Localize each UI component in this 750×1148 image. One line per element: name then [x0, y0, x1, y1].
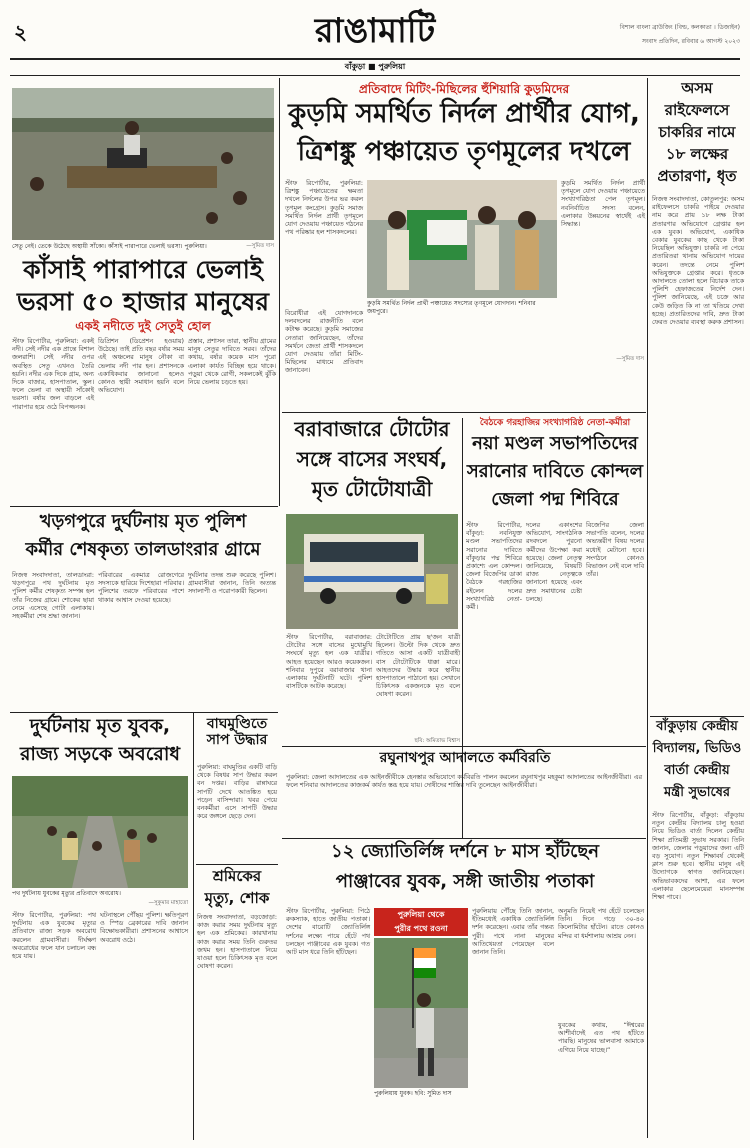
headline: রঘুনাথপুর আদালতে কর্মবিরতি: [379, 750, 551, 766]
photo-credit: —সুকুমার মাহাতো: [148, 900, 188, 906]
section-rule: [10, 506, 278, 507]
article-body: নিজস্ব সংবাদদাতা, তালডাংরা: খড়গপুরে পথ দুর্ঘটনায় মৃত পুলিশ কর্মীর শেষকৃত্য সম্পন্ন হল তাঁর নিজের গ্রামে। শোকের ছায়া নেমে এসেছে গোটা এলাকায়। সহকর্মীরা শেষ শ্রদ্ধা জানান।: [12, 572, 97, 621]
photo-caption: সেতু নেই। তেকে উঠেছে অস্থায়ী সাঁকো। কাঁসাই পারাপারে ভেলাই ভরসা। পুরুলিয়া।: [12, 243, 207, 250]
headline: শ্রমিকের: [212, 867, 262, 885]
headline: বরাবাজারে টোটোর: [294, 417, 450, 441]
headline: চাকরির নামে: [658, 123, 736, 141]
red-strap-label: [374, 908, 468, 936]
top-right-info-1: বিশাল বাংলা ব্রাউজিং (বিল্ড, কলকাতা । ডিজাইন): [619, 24, 740, 31]
edition-label: বাঁকুড়া ■ পুরুলিয়া: [344, 62, 406, 71]
road-block-photo: [12, 776, 188, 888]
article-body: স্টাফ রিপোর্টার, বাঁকুড়া: নবনিযুক্ত মণ্ডল সভাপতিদের সরানোর দাবিতে বাঁকুড়ার পদ্ম শিবিরে প্রকাশ্যে এল কোন্দল। জেলা বিজেপির ডাকা বৈঠকে গরহাজির রইলেন দলের সংখ্যাগরিষ্ঠ নেতা-কর্মী।: [466, 522, 525, 612]
article-body: পুরুলিয়া: জেলা আদালতের এক আইনজীবীকে হেনস্তার অভিযোগে কর্মবিরতি পালন করলেন রঘুনাথপুর মহকুমা আদালতের আইনজীবীরা। এর ফলে শনিবার আদালতের কাজকর্ম কার্যত স্তব্ধ হয়ে যায়। দোষীদের শাস্তির দাবি তুলেছেন আইনজীবীরা।: [286, 774, 645, 790]
article-body: নিজস্ব সংবাদদাতা, কোতুলপুর: অসম রাইফেলসে চাকরি পাইয়ে দেওয়ার নাম করে প্রায় ১৮ লক্ষ টাকা প্রতারণার অভিযোগে গ্রেপ্তার হল এক যুবক। অভিযোগ, একাধিক বেকার যুবকের কাছ থেকে টাকা নিয়েছিল অভিযুক্ত। চাকরি না পেয়ে প্রতারিতরা থানায় অভিযোগ দায়ের করেন। তদন্তে নেমে পুলিশ অভিযুক্তকে গ্রেপ্তার করে। ধৃতকে আদালতে তোলা হলে বিচারক তাকে পুলিশি হেফাজতের নির্দেশ দেন। পুলিশ জানিয়েছে, এই চক্রে আর কেউ জড়িত কি না তা খতিয়ে দেখা হচ্ছে। প্রতারিতদের দাবি, দ্রুত টাকা ফেরত দেওয়ার ব্যবস্থা করুক প্রশাসন।: [652, 196, 747, 327]
edition-rule: [10, 75, 740, 76]
article-body: প্রস্তাব, প্রশাসন তারা, স্থানীয় গ্রামের মানুষ সেতুর দাবিতে সরব। তাঁদের কথায়, বর্ষার কয়েক মাস পুরো এলাকা কার্যত বিচ্ছিন্ন হয়ে থাকে। পড়ুয়া থেকে রোগী, সকলকেই ঝুঁকি নিয়ে ভেলায় চড়তে হয়।: [188, 338, 279, 387]
photo-caption: পথ দুর্ঘটনায় যুবকের মৃত্যুর প্রতিবাদে অবরোধ।: [12, 890, 121, 897]
article-body: পুরুলিয়া: বাঘমুণ্ডির একটি বাড়ি থেকে বিষধর সাপ উদ্ধার করল বন দপ্তর। বাড়ির রান্নাঘরে সাপটি দেখে আতঙ্কিত হয়ে পড়েন বাসিন্দারা। খবর পেয়ে বনকর্মীরা এসে সাপটি উদ্ধার করে জঙ্গলে ছেড়ে দেন।: [197, 764, 280, 821]
headline: মন্ত্রী সুভাষের: [663, 785, 731, 800]
section-rule: [10, 712, 278, 713]
headline: নয়া মণ্ডল সভাপতিদের: [472, 433, 638, 454]
column-rule: [193, 712, 194, 1140]
article-body: স্টাফ রিপোর্টার, বরাবাজার: টোটোর সঙ্গে বাসের মুখোমুখি সংঘর্ষে মৃত্যু হল এক যাত্রীর। আহত হয়েছেন আরও কয়েকজন। শনিবার দুপুরে বরাবাজার থানা এলাকায় দুর্ঘটনাটি ঘটে। পুলিশ বাসটিকে আটক করেছে।: [286, 634, 375, 691]
headline: পাঞ্জাবের যুবক, সঙ্গী জাতীয় পতাকা: [335, 871, 595, 892]
strap-headline: প্রতিবাদে মিটিং-মিছিলের হুঁশিয়ারি কুড়মিদের: [358, 82, 570, 96]
headline: বিদ্যালয়, ভিডিও: [652, 741, 742, 756]
column-rule: [279, 78, 280, 506]
headline: ১৮ লক্ষের: [665, 145, 729, 163]
photo-caption: পুরুলিয়ায় যুবক। ছবি: সুমিত দাস: [374, 1090, 452, 1097]
headline: ১২ জ্যোতির্লিঙ্গ দর্শনে ৮ মাস হাঁটছেন: [331, 841, 599, 862]
section-rule: [650, 716, 744, 717]
strap-line: পুরীর পথে রওনা: [394, 924, 448, 933]
article-body: টোটোটিতে প্রায় ছ'জন যাত্রী ছিলেন। উল্টো দিক থেকে দ্রুত গতিতে আসা একটি যাত্রীবাহী বাস টোটোটিকে ধাক্কা মারে। আহতদের উদ্ধার করে স্থানীয় হাসপাতালে পাঠানো হয়। সেখানে চিকিৎসক একজনকে মৃত বলে ঘোষণা করেন।: [376, 634, 463, 699]
article-body: কুড়মি সমর্থিত নির্দল প্রার্থী তৃণমূলে যোগ দেওয়ায় পঞ্চায়েতে সংখ্যাগরিষ্ঠতা পেল তৃণমূল। নবনির্বাচিত সদস্য বলেন, এলাকার উন্নয়নের স্বার্থেই এই সিদ্ধান্ত।: [561, 180, 648, 229]
masthead-title: রাঙামাটি: [314, 11, 436, 51]
article-body: পরিবারের একমাত্র রোজগেরে সদস্যকে হারিয়ে দিশেহারা পরিবার। পুলিশের তরফে পরিবারের পাশে থাকার আশ্বাস দেওয়া হয়েছে।: [98, 572, 187, 604]
headline: মৃত্যু, শোক: [204, 889, 270, 907]
headline: কর্মীর শেষকৃত্য তালডাংরার গ্রামে: [25, 539, 261, 560]
article-body: ডিপ্রিশন (ডিপ্রেশন হওয়ায়) উঠেছে। তাই প্রতি বছর বর্ষার সময় এই অঞ্চলের মানুষ নৌকা বা ভেলায় নদী পার হন। প্রশাসনকে একাধিকবার জানানো হলেও কোনও স্থায়ী সমাধান হয়নি বলে অভিযোগ।: [98, 338, 187, 395]
article-body: দলের একাংশের অভিযোগ, সাংগঠনিক রদবদলে পুরনো কর্মীদের উপেক্ষা করা হয়েছে। জেলা নেতৃত্ব জানিয়েছে, বিষয়টি রাজ্য নেতৃত্বকে জানানো হয়েছে এবং দ্রুত সমাধানের চেষ্টা চলছে।: [526, 522, 585, 603]
article-body: স্টাফ রিপোর্টার, বাঁকুড়া: বাঁকুড়ায় নতুন কেন্দ্রীয় বিদ্যালয় চালু হওয়া নিয়ে ভিডিও বার্তা দিলেন কেন্দ্রীয় শিক্ষা প্রতিমন্ত্রী সুভাষ সরকার। তিনি জানান, জেলার পড়ুয়াদের জন্য এটি বড় সুযোগ। নতুন শিক্ষাবর্ষ থেকেই ক্লাস শুরু হবে। স্থানীয় মানুষ এই উদ্যোগকে স্বাগত জানিয়েছেন। অভিভাবকদের আশা, এর ফলে এলাকার ছেলেমেয়েরা মানসম্পন্ন শিক্ষা পাবে।: [652, 812, 747, 902]
headline: বাঁকুড়ায় কেন্দ্রীয়: [656, 719, 738, 734]
headline: রাজ্য সড়কে অবরোধ: [19, 743, 181, 765]
article-body: দুর্ঘটনার তদন্ত শুরু করেছে পুলিশ। গ্রামবাসীরা জানান, তিনি অত্যন্ত সদালাপী ও পরোপকারী ছিলেন।: [188, 572, 279, 596]
headline: সঙ্গে বাসের সংঘর্ষ,: [296, 447, 448, 471]
page-number: ২: [14, 20, 28, 44]
article-body: ঘটনাস্থলে পৌঁছয় পুলিশ। ক্ষতিপূরণ ও স্পিড ব্রেকারের দাবি জানান বিক্ষোভকারীরা। প্রশাসনের আশ্বাসে অবরোধ ওঠে।: [100, 912, 191, 944]
article-body: স্টাফ রিপোর্টার, পুরুলিয়া: পিঠে রুকস্যাক, হাতে জাতীয় পতাকা। দেশের বারোটি জ্যোতির্লিঙ্গ দর্শনের লক্ষ্যে পায়ে হেঁটে পথ চলছেন পাঞ্জাবের এক যুবক। গত আট মাস ধরে তিনি হাঁটছেন।: [286, 908, 373, 957]
article-body: স্টাফ রিপোর্টার, পুরুলিয়া: পথ দুর্ঘটনায় এক যুবকের মৃত্যুর প্রতিবাদে রাজ্য সড়ক অবরোধ করলেন গ্রামবাসীরা। দীর্ঘক্ষণ অবরোধের ফলে যান চলাচল বন্ধ হয়ে যায়।: [12, 912, 99, 961]
strap-headline: বৈঠকে গরহাজির সংখ্যাগরিষ্ঠ নেতা-কর্মীরা: [479, 418, 631, 428]
section-rule: [196, 864, 278, 865]
headline: ভরসা ৫০ হাজার মানুষের: [16, 287, 270, 316]
section-rule: [282, 746, 646, 747]
headline: সরানোর দাবিতে কোন্দল: [466, 461, 644, 482]
headline: কুড়মি সমর্থিত নির্দল প্রার্থীর যোগ,: [288, 99, 640, 129]
top-right-info-2: সংবাদ প্রতিদিন, রবিবার ৬ আগস্ট ২০২৩: [642, 38, 740, 45]
headline: বাঘমুণ্ডিতে সাপ উদ্ধার: [206, 716, 268, 749]
section-rule: [282, 412, 646, 413]
article-body: বিজেপির জেলা সভাপতি বলেন, দলের অভ্যন্তরীণ বিষয় দলের মধ্যেই মেটানো হবে। সংগঠনে কোনও বিভাজন নেই বলে দাবি তাঁর।: [586, 522, 647, 579]
headline: জেলা পদ্ম শিবিরে: [491, 489, 619, 510]
article-body: পুরুলিয়ায় পৌঁছে তিনি জানান, ইতিমধ্যেই একাধিক জ্যোতির্লিঙ্গ দর্শন করেছেন। এবার তাঁর গন্তব্য পুরী। পথে নানা মানুষের আতিথেয়তা পেয়েছেন বলে জানান তিনি।: [472, 908, 557, 957]
walker-flag-photo: [374, 938, 468, 1088]
bus-accident-photo: [286, 514, 458, 629]
article-body: বিরোধীরা এই যোগদানকে দলবদলের রাজনীতি বলে কটাক্ষ করেছে। কুড়মি সমাজের নেতারা জানিয়েছেন, তাঁদের সমর্থনে জেতা প্রার্থী শাসকদলে যোগ দেওয়ায় তাঁরা মিটিং-মিছিলের মাধ্যমে প্রতিবাদ জানাবেন।: [285, 310, 366, 375]
article-body: নিজস্ব সংবাদদাতা, বড়জোড়া: কাজ করার সময় দুর্ঘটনায় মৃত্যু হল এক শ্রমিকের। কারখানায় কাজ করার সময় তিনি গুরুতর জখম হন। হাসপাতালে নিয়ে যাওয়া হলে চিকিৎসক মৃত বলে ঘোষণা করেন।: [197, 914, 280, 971]
article-body: অনুমতি নিয়েই পথ হেঁটে চলেছেন তিনি। দিনে গড়ে ৩০-৪০ কিলোমিটার হাঁটেন। রাতে কোনও মন্দির বা ধর্মশালায় আশ্রয় নেন।: [558, 908, 647, 940]
photo-caption: কুড়মি সমর্থিত নির্দল প্রার্থী পঞ্চায়েত সদস্যের তৃণমূলে যোগদান। শনিবার জয়পুরে।: [367, 300, 536, 315]
subheadline: একই নদীতে দুই সেতুই হোল: [75, 319, 211, 333]
headline: অসম: [681, 79, 713, 97]
section-rule: [282, 838, 646, 839]
headline: কাঁসাই পারাপারে ভেলাই: [23, 255, 263, 284]
party-joining-photo: [367, 180, 557, 298]
article-body: স্টাফ রিপোর্টার, পুরুলিয়া: ত্রিশঙ্কু পঞ্চায়েতের ক্ষমতা দখলে নির্দলের উপর ভর করল তৃণমূল কংগ্রেস। কুড়মি সমাজ সমর্থিত নির্দল প্রার্থী তৃণমূলে যোগ দেওয়ায় পঞ্চায়েত গঠনের পথ পরিষ্কার হল শাসকদলের।: [285, 180, 366, 237]
article-body: স্টাফ রিপোর্টার, পুরুলিয়া: একই নদী। সেই নদীর এক প্রান্তে বিশাল জলরাশি। সেই নদীর ওপর অবস্থিত সেতু এখনও তৈরি হয়নি। নদীর এক দিকে গ্রাম, অন্য দিকে বাজার, হাসপাতাল, স্কুল। ফলে ভেলা বা অস্থায়ী সাঁকোই ভরসা। বর্ষায় জল বাড়লে এই পারাপার হয়ে ওঠে বিপজ্জনক।: [12, 338, 97, 411]
river-raft-photo: [12, 88, 274, 240]
photo-credit: —সুমিত দাস: [246, 243, 274, 249]
headline: খড়গপুরে দুর্ঘটনায় মৃত পুলিশ: [39, 511, 247, 532]
column-rule: [647, 78, 648, 1138]
headline: বার্তা কেন্দ্রীয়: [664, 763, 730, 778]
headline: দুর্ঘটনায় মৃত যুবক,: [29, 715, 171, 737]
headline: প্রতারণা, ধৃত: [657, 167, 737, 185]
credit-text: —সুমিত দাস: [616, 356, 644, 362]
article-body: যুবকের কথায়, “ঈশ্বরের আশীর্বাদেই এত পথ হাঁটতে পারছি। মানুষের ভালবাসা আমাকে এগিয়ে নিয়ে যাচ্ছে।”: [558, 1022, 647, 1054]
headline: রাইফেলসে: [664, 101, 730, 119]
strap-line: পুরুলিয়া থেকে: [397, 910, 445, 919]
headline: ত্রিশঙ্কু পঞ্চায়েত তৃণমূলের দখলে: [297, 137, 631, 167]
headline: মৃত টোটোযাত্রী: [311, 477, 433, 501]
credit-text: ছবি: অমিতাভ বিশ্বাস: [414, 738, 460, 744]
